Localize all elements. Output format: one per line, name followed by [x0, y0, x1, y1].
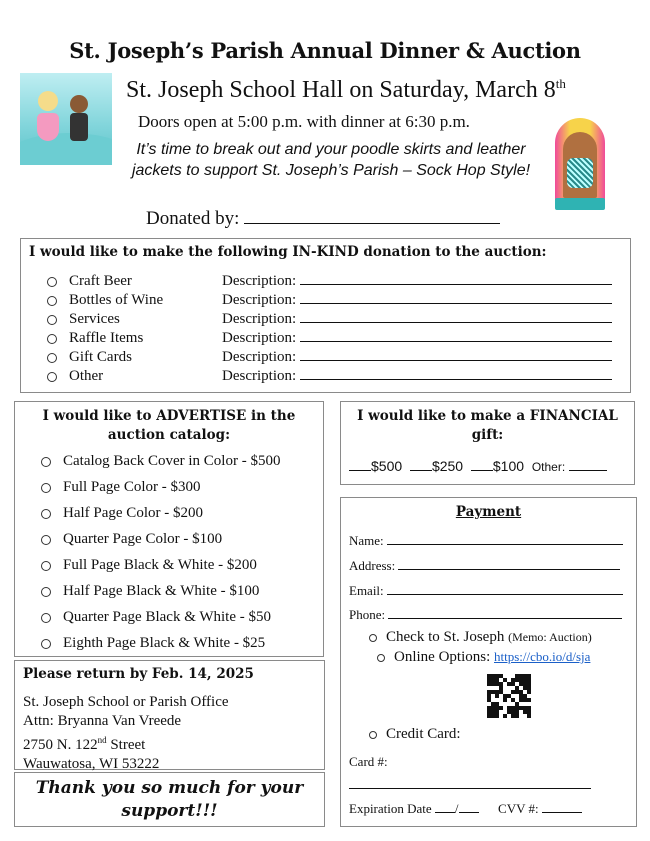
radio-bullet-icon[interactable] [377, 654, 385, 662]
online-option[interactable] [377, 649, 590, 666]
card-number-line[interactable] [349, 774, 591, 789]
street-name: Street [106, 737, 146, 753]
dancers-image [20, 73, 112, 165]
donated-by-field[interactable] [146, 208, 500, 230]
other-label: Other: [531, 460, 566, 474]
item-label: Craft Beer [69, 273, 132, 289]
financial-options [349, 456, 607, 474]
description-line[interactable] [300, 346, 612, 361]
check-label: Check to St. Joseph [386, 629, 505, 645]
venue-date [126, 76, 566, 104]
in-kind-item[interactable] [47, 365, 612, 384]
radio-bullet-icon[interactable] [47, 277, 57, 287]
radio-bullet-icon[interactable] [41, 587, 51, 597]
credit-label: Credit Card: [386, 726, 461, 742]
in-kind-item[interactable] [47, 270, 612, 289]
qr-code-icon[interactable] [487, 674, 531, 718]
radio-bullet-icon[interactable] [41, 457, 51, 467]
item-label: Raffle Items [69, 330, 144, 346]
venue-text: St. Joseph School Hall on Saturday, March 8 [126, 77, 556, 103]
description-label: Description: [222, 368, 297, 384]
description-line[interactable] [300, 365, 612, 380]
donated-by-label: Donated by: [146, 208, 240, 229]
exp-year-line[interactable] [459, 798, 479, 813]
amount-blank[interactable] [349, 456, 371, 471]
email-label: Email: [349, 583, 384, 598]
online-label: Online Options: [394, 649, 491, 665]
jukebox-image [555, 118, 605, 210]
name-line[interactable] [387, 530, 623, 545]
ad-option-label: Quarter Page Color - $100 [63, 531, 223, 547]
return-address [23, 693, 229, 774]
description-label: Description: [222, 330, 297, 346]
radio-bullet-icon[interactable] [41, 509, 51, 519]
radio-bullet-icon[interactable] [41, 535, 51, 545]
heading-line: auction catalog: [107, 427, 231, 443]
radio-bullet-icon[interactable] [47, 372, 57, 382]
payment-heading: Payment [455, 504, 522, 520]
address-label: Address: [349, 558, 396, 573]
street-number: 2750 N. 122 [23, 737, 98, 753]
advertise-section [14, 401, 324, 657]
address-line [23, 731, 229, 755]
phone-label: Phone: [349, 607, 386, 622]
other-amount-line[interactable] [569, 456, 607, 471]
radio-bullet-icon[interactable] [369, 634, 377, 642]
item-label: Other [69, 368, 104, 384]
page-title: St. Joseph’s Parish Annual Dinner & Auction [69, 38, 581, 63]
name-label: Name: [349, 533, 384, 548]
payment-section [340, 497, 637, 827]
check-option[interactable] [369, 629, 592, 646]
radio-bullet-icon[interactable] [47, 315, 57, 325]
description-label: Description: [222, 311, 297, 327]
ad-option[interactable] [41, 557, 257, 574]
ad-option-label: Eighth Page Black & White - $25 [63, 635, 266, 651]
amount-option: $500 [371, 458, 403, 474]
financial-gift-section [340, 401, 635, 485]
description-label: Description: [222, 349, 297, 365]
ordinal-suffix: nd [97, 735, 107, 745]
radio-bullet-icon[interactable] [41, 483, 51, 493]
credit-card-option[interactable] [369, 726, 461, 743]
exp-separator: / [454, 801, 459, 816]
online-payment-link[interactable]: https://cbo.io/d/sja [494, 649, 591, 664]
in-kind-item[interactable] [47, 346, 612, 365]
item-label: Services [69, 311, 120, 327]
name-field[interactable] [349, 530, 623, 549]
in-kind-heading: I would like to make the following IN-KIND donation to the auction: [29, 244, 547, 260]
financial-heading [341, 407, 634, 445]
ad-option-label: Catalog Back Cover in Color - $500 [63, 453, 281, 469]
amount-blank[interactable] [410, 456, 432, 471]
thanks-line: Thank you so much for your [35, 778, 304, 798]
check-memo: (Memo: Auction) [508, 630, 592, 644]
description-line[interactable] [300, 327, 612, 342]
description-line[interactable] [300, 270, 612, 285]
thank-you-section [14, 772, 325, 827]
phone-line[interactable] [388, 604, 622, 619]
address-line: Attn: Bryanna Van Vreede [23, 713, 182, 729]
thanks-line: support!!! [121, 801, 218, 821]
ad-option[interactable] [41, 609, 271, 626]
ad-option[interactable] [41, 635, 265, 652]
heading-line: I would like to make a FINANCIAL [357, 408, 618, 424]
ad-option-label: Quarter Page Black & White - $50 [63, 609, 271, 625]
ad-option[interactable] [41, 453, 280, 470]
radio-bullet-icon[interactable] [47, 296, 57, 306]
expiration-label: Expiration Date [349, 801, 432, 816]
qr-module [527, 714, 531, 718]
ad-option-label: Full Page Black & White - $200 [63, 557, 257, 573]
description-line[interactable] [300, 289, 612, 304]
card-number-label: Card #: [349, 754, 388, 769]
item-label: Gift Cards [69, 349, 132, 365]
in-kind-item[interactable] [47, 308, 612, 327]
address-field[interactable] [349, 555, 620, 574]
heading-line: I would like to ADVERTISE in the [42, 408, 296, 424]
radio-bullet-icon[interactable] [41, 639, 51, 649]
heading-line: gift: [471, 427, 504, 443]
expiration-cvv-fields [349, 798, 582, 817]
advertise-heading [15, 407, 323, 445]
amount-option: $100 [492, 458, 525, 474]
doors-time: Doors open at 5:00 p.m. with dinner at 6:30 p.m. [138, 112, 470, 131]
exp-month-line[interactable] [435, 798, 455, 813]
ad-option[interactable] [41, 531, 222, 548]
in-kind-item[interactable] [47, 289, 612, 308]
address-line: Wauwatosa, WI 53222 [23, 756, 160, 772]
donated-by-line[interactable] [244, 209, 500, 224]
ad-option-label: Full Page Color - $300 [63, 479, 201, 495]
amount-blank[interactable] [471, 456, 493, 471]
address-line[interactable] [398, 555, 620, 570]
in-kind-item[interactable] [47, 327, 612, 346]
phone-field[interactable] [349, 604, 622, 623]
cvv-line[interactable] [542, 798, 582, 813]
description-label: Description: [222, 292, 297, 308]
email-field[interactable] [349, 580, 623, 599]
ad-option[interactable] [41, 505, 203, 522]
item-label: Bottles of Wine [69, 292, 164, 308]
venue-suffix: th [555, 76, 566, 91]
amount-option: $250 [431, 458, 464, 474]
ad-option[interactable] [41, 583, 259, 600]
return-deadline: Please return by Feb. 14, 2025 [23, 666, 254, 682]
radio-bullet-icon[interactable] [47, 334, 57, 344]
radio-bullet-icon[interactable] [41, 613, 51, 623]
ad-option[interactable] [41, 479, 201, 496]
radio-bullet-icon[interactable] [369, 731, 377, 739]
description-label: Description: [222, 273, 297, 289]
email-line[interactable] [387, 580, 623, 595]
radio-bullet-icon[interactable] [41, 561, 51, 571]
address-line: St. Joseph School or Parish Office [23, 694, 229, 710]
ad-option-label: Half Page Color - $200 [63, 505, 203, 521]
description-line[interactable] [300, 308, 612, 323]
return-info-section [14, 660, 325, 770]
radio-bullet-icon[interactable] [47, 353, 57, 363]
tagline: It’s time to break out and your poodle skirts and leather jackets to support St. Joseph’s Parish – Sock Hop Style! [131, 141, 531, 179]
cvv-label: CVV #: [498, 801, 539, 816]
thank-you-message [15, 777, 324, 823]
ad-option-label: Half Page Black & White - $100 [63, 583, 260, 599]
in-kind-section [20, 238, 631, 393]
